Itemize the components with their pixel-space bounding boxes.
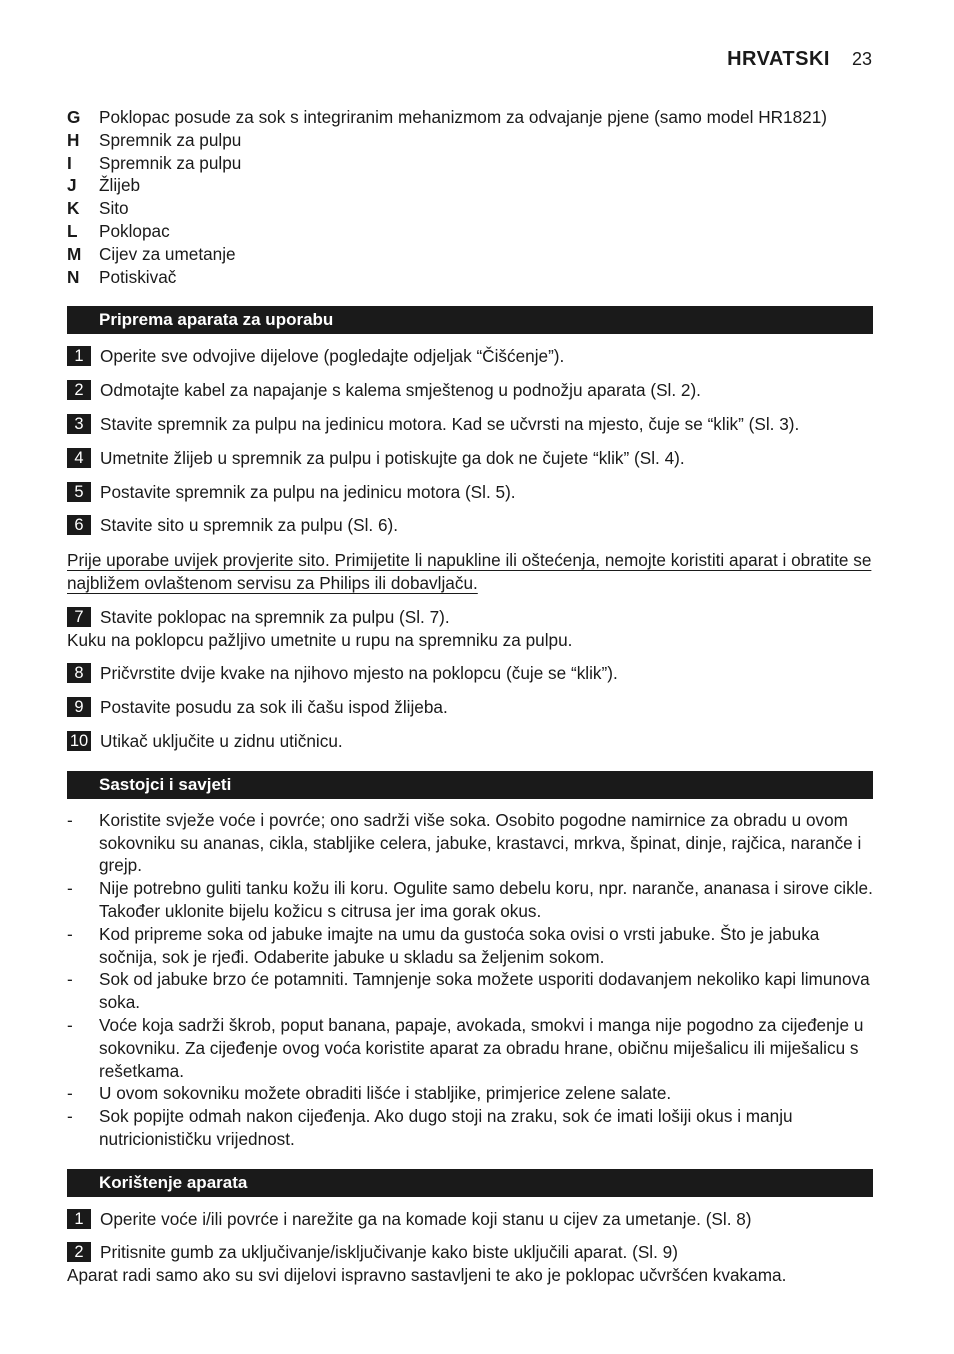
step-text: Umetnite žlijeb u spremnik za pulpu i potiskujte ga dok ne čujete “klik” (Sl. 4). — [100, 447, 685, 468]
list-item-text: Voće koja sadrži škrob, poput banana, papaje, avokada, smokvi i manga nije pogodno za cijeđenje u sokovniku. Za cijeđenje ovog voća koristite aparat za obradu hrane, običnu miješalicu ili miješalicu s rešetkama. — [99, 1014, 864, 1081]
list-item: - U ovom sokovniku možete obraditi lišće i stabljike, primjerice zelene salate. — [67, 1082, 873, 1105]
step-item — [67, 345, 873, 368]
step-text: Operite voće i/ili povrće i narežite ga na komade koji stanu u cijev za umetanje. (Sl. 8) — [100, 1208, 752, 1229]
legend-letter: I — [67, 152, 72, 173]
step-item — [67, 662, 873, 685]
step-number: 3 — [67, 414, 91, 434]
step-text: Pritisnite gumb za uključivanje/isključivanje kako biste uključili aparat. (Sl. 9) — [100, 1242, 678, 1263]
step-number: 1 — [67, 346, 91, 366]
step-text: Operite sve odvojive dijelove (pogledajte odjeljak “Čišćenje”). — [100, 346, 565, 367]
legend-text: Spremnik za pulpu — [99, 129, 242, 150]
legend-item — [67, 106, 873, 129]
legend-letter: G — [67, 107, 81, 127]
list-item-text: Kod pripreme soka od jabuke imajte na umu da gustoća soka ovisi o vrsti jabuke. Što je jabuka sočnija, sok je rjeđi. Odaberite jabuke u skladu sa željenim sokom. — [99, 923, 820, 967]
step-note: Aparat radi samo ako su svi dijelovi ispravno sastavljeni te ako je poklopac učvršćen kvakama. — [67, 1265, 787, 1286]
step-text: Stavite sito u spremnik za pulpu (Sl. 6). — [100, 515, 399, 536]
list-item: - Sok od jabuke brzo će potamniti. Tamnjenje soka možete usporiti dodavanjem nekoliko kapi limunova soka. — [67, 968, 873, 1014]
step-item — [67, 481, 873, 504]
legend-text: Spremnik za pulpu — [99, 152, 242, 173]
legend-text: Cijev za umetanje — [99, 243, 236, 264]
list-item-text: Sok popijte odmah nakon cijeđenja. Ako dugo stoji na zraku, sok će imati lošiji okus i manju nutricionističku vrijednost. — [99, 1106, 793, 1149]
step-item — [67, 606, 873, 629]
step-text: Stavite poklopac na spremnik za pulpu (Sl. 7). — [100, 606, 450, 627]
legend-letter: H — [67, 129, 80, 150]
legend-text: Žlijeb — [99, 175, 141, 196]
step-number: 1 — [67, 1209, 91, 1229]
list-item: - Sok popijte odmah nakon cijeđenja. Ako dugo stoji na zraku, sok će imati lošiji okus i manju nutricionističku vrijednost. — [67, 1105, 873, 1151]
step-number: 5 — [67, 482, 91, 502]
step-number: 2 — [67, 1242, 91, 1262]
legend-letter: L — [67, 220, 78, 241]
legend-item — [67, 197, 873, 220]
list-item: - Voće koja sadrži škrob, poput banana, papaje, avokada, smokvi i manga nije pogodno za cijeđenje u sokovniku. Za cijeđenje ovog voća koristite aparat za obradu hrane, običnu miješalicu ili miješalicu s rešetkama. — [67, 1014, 873, 1082]
legend-item — [67, 129, 873, 152]
step-text: Postavite posudu za sok ili čašu ispod žlijeba. — [100, 697, 448, 718]
step-item — [67, 730, 873, 753]
step-item — [67, 514, 873, 537]
warning-note — [67, 549, 873, 595]
step-text: Odmotajte kabel za napajanje s kalema smještenog u podnožju aparata (Sl. 2). — [100, 380, 701, 401]
step-text: Pričvrstite dvije kvake na njihovo mjesto na poklopcu (čuje se “klik”). — [100, 663, 618, 684]
warning-text: Prije uporabe uvijek provjerite sito. Primijetite li napukline ili oštećenja, nemojte koristiti aparat i obratite se najbližem ovlaštenom servisu za Philips ili dobavljaču. — [67, 550, 872, 593]
page-content — [67, 106, 873, 1287]
list-item: - Kod pripreme soka od jabuke imajte na umu da gustoća soka ovisi o vrsti jabuke. Što je jabuka sočnija, sok je rjeđi. Odaberite jabuke u skladu sa željenim sokom. — [67, 923, 873, 969]
step-item — [67, 379, 873, 402]
legend-text: Potiskivač — [99, 266, 177, 287]
list-item-text: Koristite svježe voće i povrće; ono sadrži više soka. Osobito pogodne namirnice za obradu u ovom sokovniku su ananas, cikla, stabljike celera, jabuke, krastavci, mrkva, špinat, dinje, rajčica, naranče i grejp. — [99, 809, 862, 876]
step-note: Kuku na poklopcu pažljivo umetnite u rupu na spremniku za pulpu. — [67, 629, 573, 650]
step-number: 2 — [67, 380, 91, 400]
step-number: 6 — [67, 515, 91, 535]
section-heading-tips: Sastojci i savjeti — [67, 771, 873, 799]
step-number: 8 — [67, 663, 91, 683]
legend-letter: K — [67, 198, 80, 219]
legend-item — [67, 220, 873, 243]
list-item-text: U ovom sokovniku možete obraditi lišće i stabljike, primjerice zelene salate. — [99, 1083, 672, 1104]
step-item — [67, 447, 873, 470]
section-heading-preparation: Priprema aparata za uporabu — [67, 306, 873, 334]
legend-letter: J — [67, 175, 77, 196]
step-item — [67, 696, 873, 719]
legend-item — [67, 152, 873, 175]
section-heading-usage: Korištenje aparata — [67, 1169, 873, 1197]
step-number: 10 — [67, 731, 91, 751]
legend-letter: N — [67, 266, 80, 287]
legend-item — [67, 243, 873, 266]
step-text: Postavite spremnik za pulpu na jedinicu motora (Sl. 5). — [100, 481, 516, 502]
legend-item — [67, 174, 873, 197]
legend-text: Sito — [99, 198, 129, 219]
step-item — [67, 413, 873, 436]
step-item — [67, 1208, 873, 1231]
legend-text: Poklopac posude za sok s integriranim mehanizmom za odvajanje pjene (samo model HR1821) — [99, 107, 827, 127]
step-number: 9 — [67, 697, 91, 717]
page-number: 23 — [851, 49, 872, 69]
legend-text: Poklopac — [99, 220, 170, 241]
legend-item — [67, 266, 873, 289]
list-item-text: Sok od jabuke brzo će potamniti. Tamnjenje soka možete usporiti dodavanjem nekoliko kapi limunova soka. — [99, 969, 870, 1013]
tips-list — [67, 809, 873, 1151]
step-text: Utikač uključite u zidnu utičnicu. — [100, 730, 343, 751]
parts-legend — [67, 106, 873, 288]
list-item: - Koristite svježe voće i povrće; ono sadrži više soka. Osobito pogodne namirnice za obradu u ovom sokovniku su ananas, cikla, stabljike celera, jabuke, krastavci, mrkva, špinat, dinje, rajčica, naranče i grejp. — [67, 809, 873, 877]
step-item — [67, 1241, 873, 1264]
step-number: 7 — [67, 607, 91, 627]
list-item-text: Nije potrebno guliti tanku kožu ili koru. Ogulite samo debelu koru, npr. naranče, ananasa i sirove cikle. Također uklonite bijelu kožicu s citrusa jer ima gorak okus. — [99, 878, 873, 921]
step-text: Stavite spremnik za pulpu na jedinicu motora. Kad se učvrsti na mjesto, čuje se “klik” (Sl. 3). — [100, 413, 800, 434]
legend-letter: M — [67, 243, 82, 264]
page-header — [727, 48, 872, 71]
language-label: HRVATSKI — [727, 48, 830, 70]
step-number: 4 — [67, 448, 91, 468]
list-item: - Nije potrebno guliti tanku kožu ili koru. Ogulite samo debelu koru, npr. naranče, ananasa i sirove cikle. Također uklonite bijelu kožicu s citrusa jer ima gorak okus. — [67, 878, 873, 921]
